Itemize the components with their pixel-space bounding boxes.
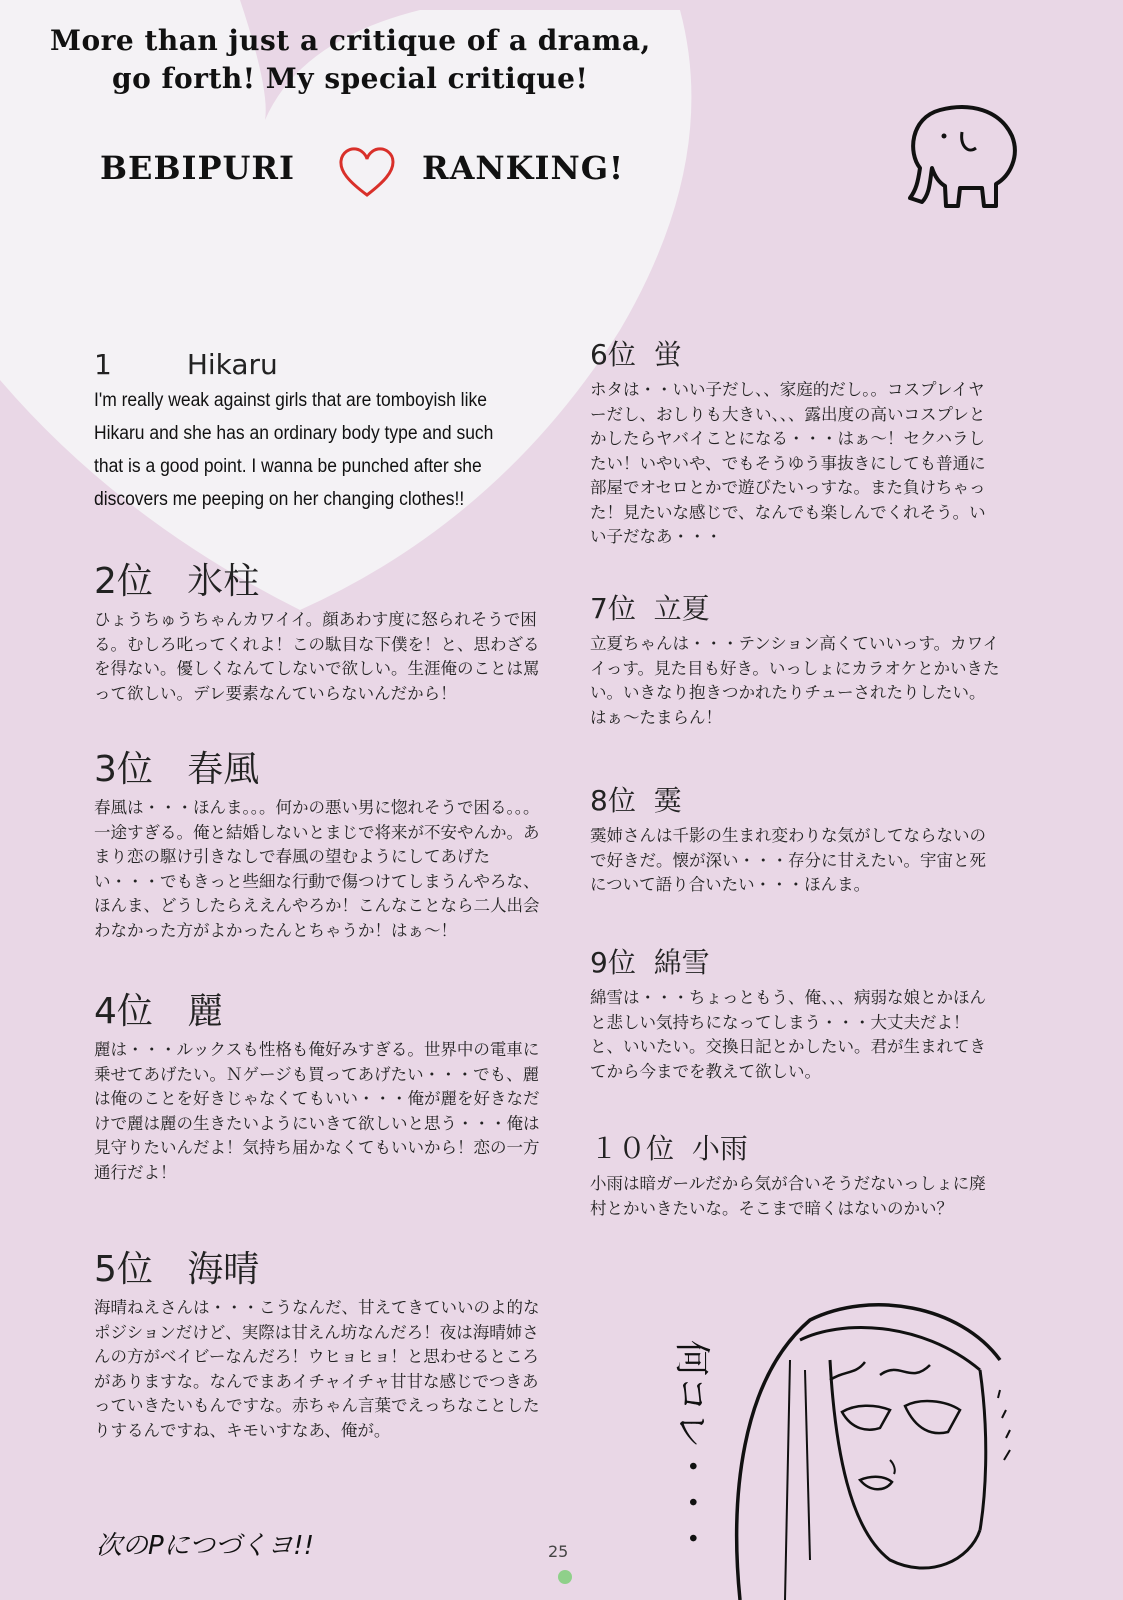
character-sketch-illustration: [671, 1300, 1100, 1600]
ranking-entry-2: [94, 560, 544, 706]
continue-note: 次のPにつづくヨ!!: [96, 1531, 315, 1561]
ranking-title-left: BEBIPURI: [100, 149, 295, 187]
heart-icon: [338, 145, 396, 199]
rank-comment: I'm really weak against girls that are tomboyish like Hikaru and she has an ordinary body type and such that is a good point. I wanna be punched after she discovers me peeping on her changing clothes!!: [94, 390, 494, 510]
rank-comment: ホタは・・いい子だし、、家庭的だし。。コスプレイヤーだし、おしりも大きい、、、露出度の高いコスプレとかしたらヤバイことになる・・・はぁ～！セクハラしたい！いやいや、でもそうゆう事抜きにしても普通に部屋でオセロとかで遊びたいっすな。また負けちゃった！見たいな感じで、なんでも楽しんでくれそう。いい子だなあ・・・: [590, 380, 986, 546]
rank-comment: 小雨は暗ガールだから気が合いそうだないっしょに廃村とかいきたいな。そこまで暗くはないのかい？: [590, 1174, 986, 1218]
rank-number: １０位: [590, 1132, 675, 1165]
rank-number: 8位: [590, 784, 636, 817]
ranking-entry-10: [590, 1130, 1000, 1221]
rank-name: 海晴: [187, 1249, 260, 1290]
rank-number: 2位: [94, 561, 153, 602]
rank-heading: [590, 1130, 1000, 1168]
ranking-entry-4: [94, 990, 544, 1185]
ranking-entry-6: [590, 336, 1000, 550]
page-number: 25: [548, 1542, 569, 1561]
ranking-title: [100, 145, 700, 205]
background-heart-shape: [0, 0, 700, 650]
ranking-entry-3: [94, 748, 544, 943]
rank-name: 春風: [187, 749, 260, 790]
rank-comment: ひょうちゅうちゃんカワイイ。顔あわす度に怒られそうで困る。むしろ叱ってくれよ！この駄目な下僕を！と、思わざるを得ない。優しくなんてしないで欲しい。生涯俺のことは罵って欲しい。デレ要素なんていらないんだから！: [94, 610, 540, 703]
rank-heading: [590, 590, 1000, 628]
rank-heading: [590, 336, 1000, 374]
sketch-caption: 何コレ・・・: [671, 1340, 712, 1557]
rank-name: 霙: [653, 784, 682, 817]
header-line-1: More than just a critique of a drama,: [50, 24, 651, 57]
rank-name: 立夏: [653, 592, 710, 625]
rank-comment: 海晴ねえさんは・・・こうなんだ、甘えてきていいのよ的なポジションだけど、実際は甘えん坊なんだろ！夜は海晴姉さんの方がベイビーなんだろ！ウヒョヒョ！と思わせるところがありますな。なんでまあイチャイチャ甘甘な感じでつきあっていきたいもんですな。赤ちゃん言葉でえっちなことしたりするんですね、キモいすなあ、俺が。: [94, 1298, 540, 1440]
elephant-doodle-icon: [900, 98, 1030, 213]
rank-name: 蛍: [653, 338, 682, 371]
rank-number: 4位: [94, 991, 153, 1032]
rank-number: 7位: [590, 592, 636, 625]
rank-comment: 麗は・・・ルックスも性格も俺好みすぎる。世界中の電車に乗せてあげたい。Ｎゲージも買ってあげたい・・・でも、麗は俺のことを好きじゃなくてもいい・・・俺が麗を好きなだけで麗は麗の生きたいようにいきて欲しいと思う・・・俺は見守りたいんだよ！気持ち届かなくてもいいから！恋の一方通行だよ！: [94, 1040, 540, 1182]
rank-number: 9位: [590, 946, 636, 979]
rank-heading: [590, 782, 1000, 820]
rank-number: 6位: [590, 338, 636, 371]
page-dot: [558, 1570, 572, 1584]
rank-comment: 綿雪は・・・ちょっともう、俺、、、病弱な娘とかほんと悲しい気持ちになってしまう・・・大丈夫だよ！と、いいたい。交換日記とかしたい。君が生まれてきてから今までを教えて欲しい。: [590, 988, 986, 1081]
rank-number: 1: [94, 348, 112, 381]
rank-heading: [590, 944, 1000, 982]
rank-heading: [94, 748, 544, 792]
ranking-entry-5: [94, 1248, 544, 1443]
header-line-2: go forth! My special critique!: [112, 62, 589, 95]
ranking-entry-1: [94, 346, 544, 516]
rank-comment: 立夏ちゃんは・・・テンション高くていいっす。カワイイっす。見た目も好き。いっしょにカラオケとかいきたい。いきなり抱きつかれたりチューされたりしたい。はぁ～たまらん！: [590, 634, 1000, 727]
rank-heading: [94, 990, 544, 1034]
rank-number: 3位: [94, 749, 153, 790]
ranking-entry-7: [590, 590, 1000, 730]
rank-heading: [94, 1248, 544, 1292]
ranking-title-right: RANKING!: [422, 149, 625, 187]
rank-name: 小雨: [691, 1132, 748, 1165]
rank-heading: [94, 346, 544, 384]
rank-name: 氷柱: [187, 561, 260, 602]
rank-name: 綿雪: [653, 946, 710, 979]
rank-comment: 霙姉さんは千影の生まれ変わりな気がしてならないので好きだ。懐が深い・・・存分に甘えたい。宇宙と死について語り合いたい・・・ほんま。: [590, 826, 986, 894]
rank-number: 5位: [94, 1249, 153, 1290]
rank-name: Hikaru: [186, 348, 278, 381]
rank-comment: 春風は・・・ほんま。。。何かの悪い男に惚れそうで困る。。。一途すぎる。俺と結婚しないとまじで将来が不安やんか。あまり恋の駆け引きなしで春風の望むようにしてあげたい・・・でもきっと些細な行動で傷つけてしまうんやろな、ほんま、どうしたらええんやろか！こんなことなら二人出会わなかった方がよかったんとちゃうか！はぁ～！: [94, 798, 540, 940]
rank-name: 麗: [187, 991, 224, 1032]
rank-heading: [94, 560, 544, 604]
ranking-entry-9: [590, 944, 1000, 1084]
ranking-entry-8: [590, 782, 1000, 898]
